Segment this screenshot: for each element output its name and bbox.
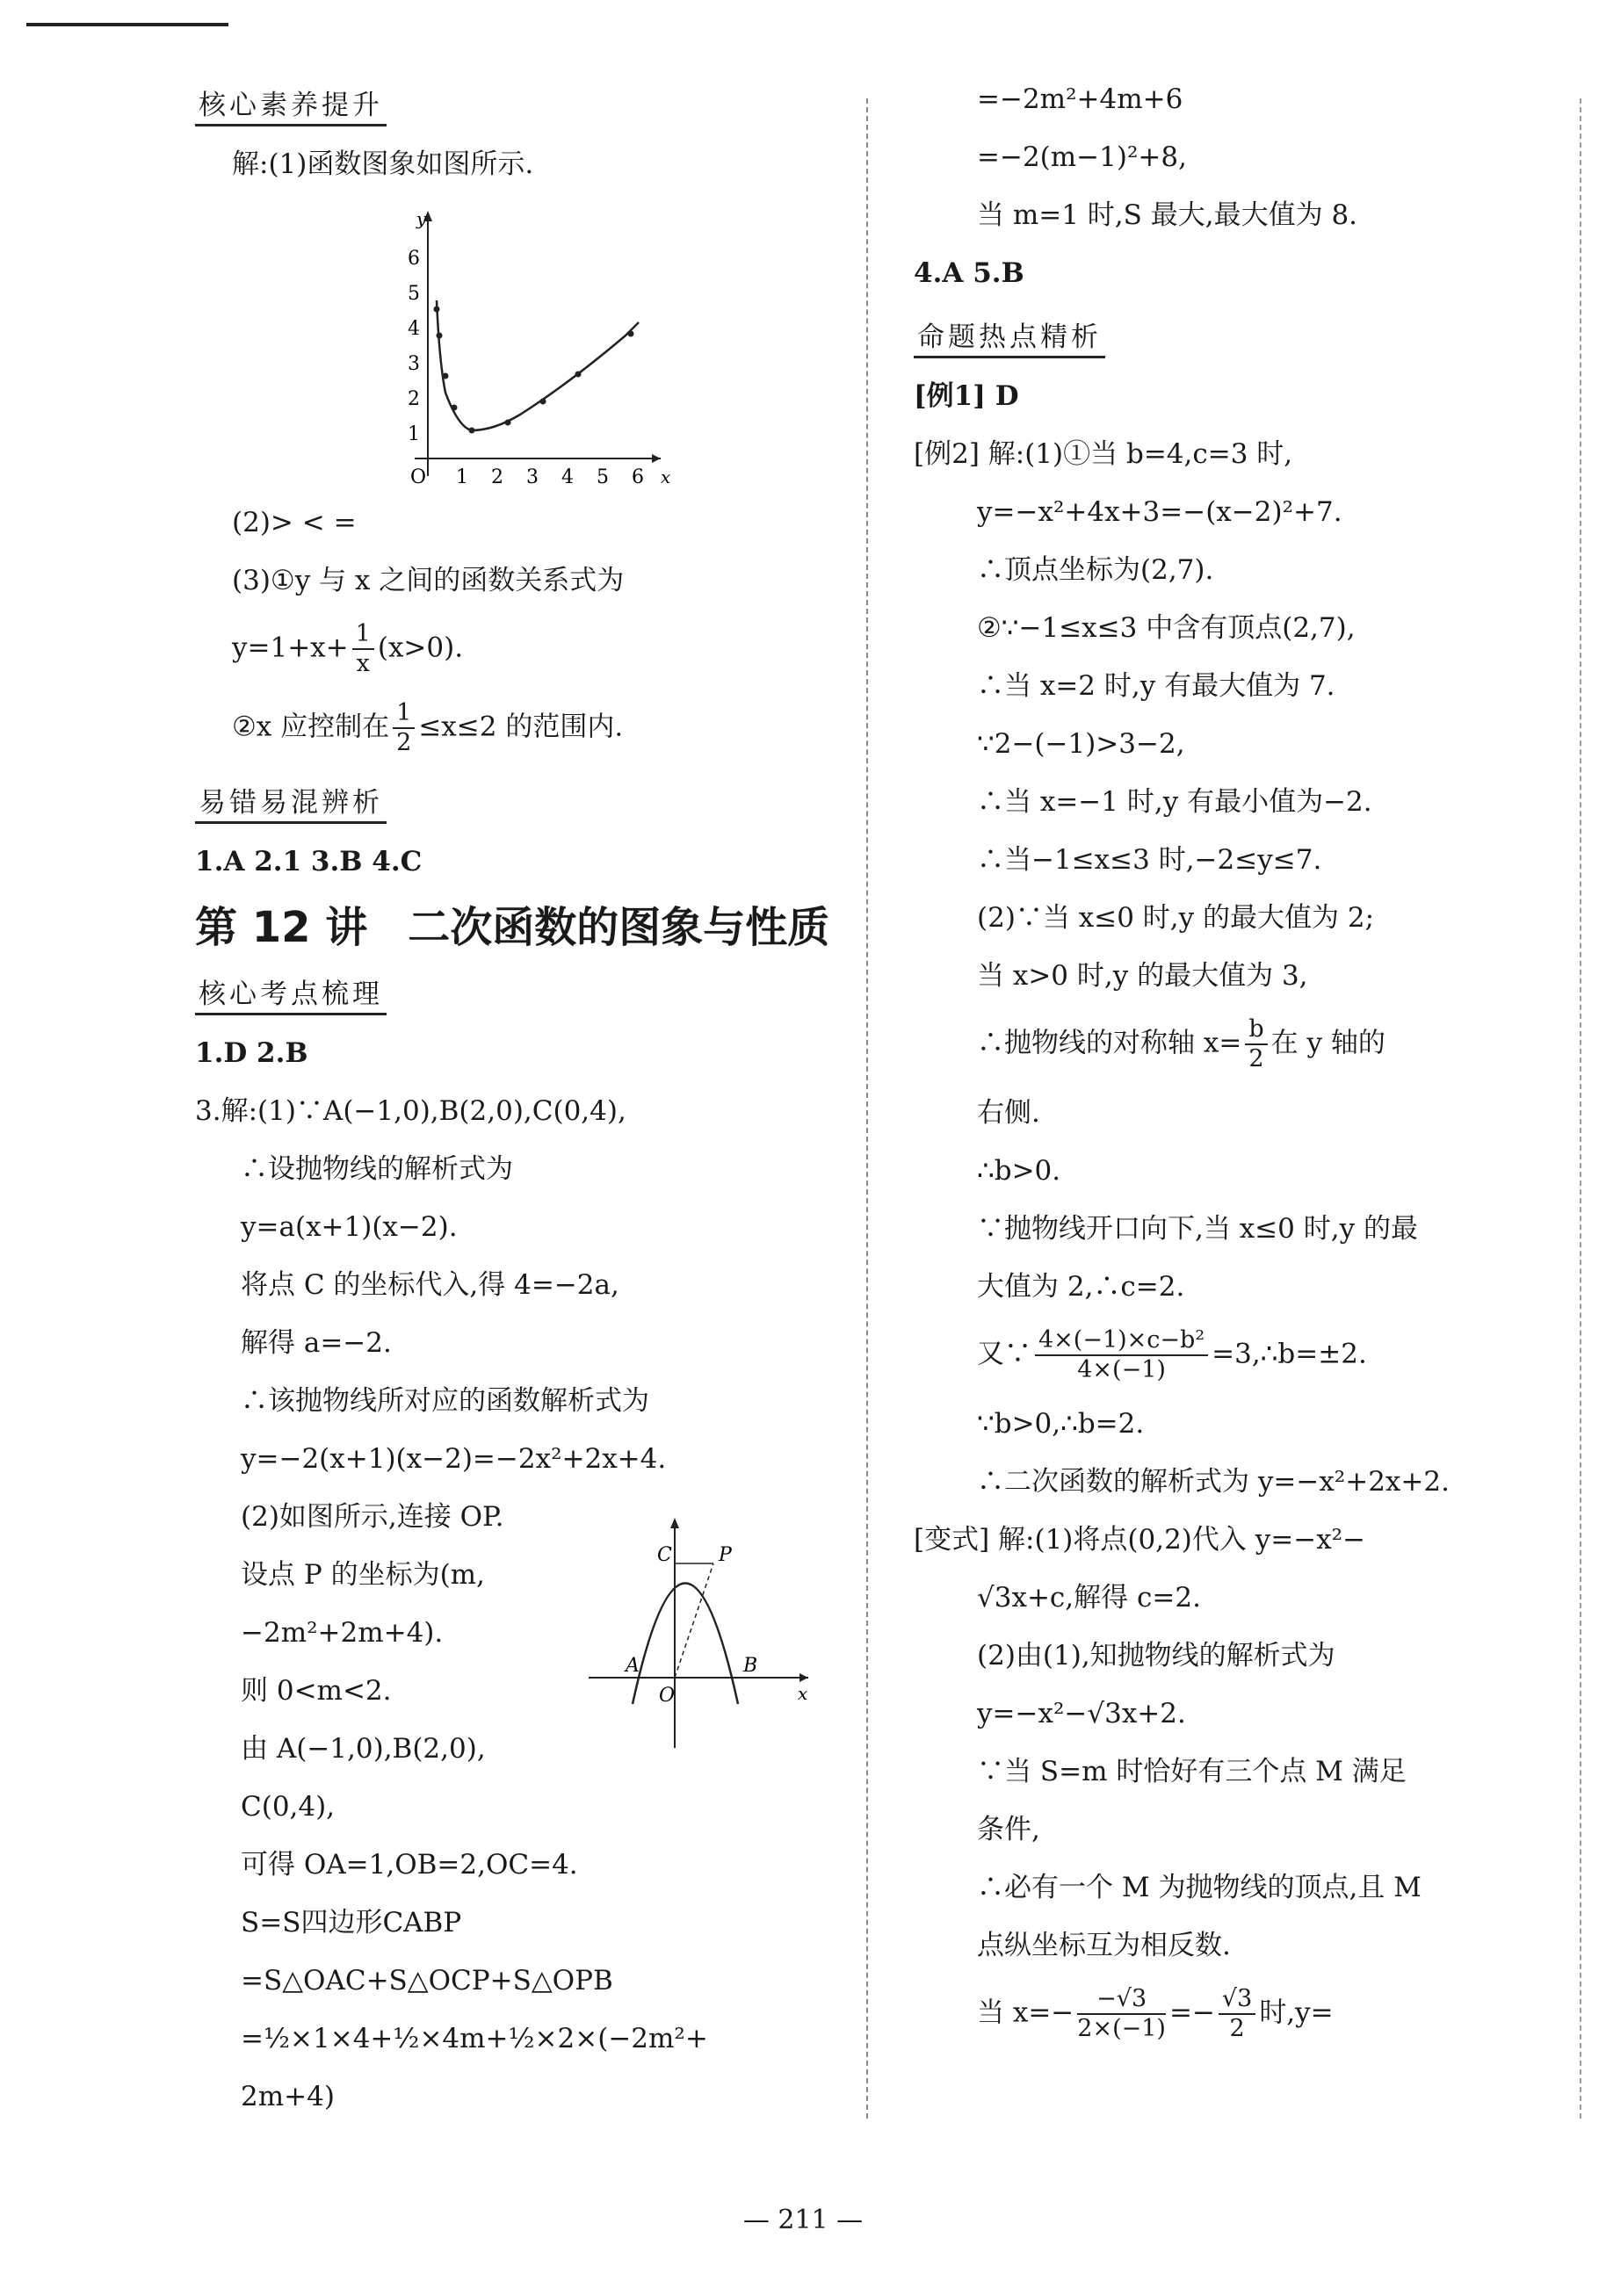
x-axis-label: x	[798, 1683, 808, 1704]
right-column	[914, 81, 1546, 2064]
answer-line: ∴顶点坐标为(2,7).	[977, 554, 1214, 586]
graph-x-label: x	[661, 466, 671, 487]
answer-line: 当 x>0 时,y 的最大值为 3,	[977, 960, 1308, 992]
y-tick-2: 2	[408, 388, 420, 410]
answer-line: ∴该抛物线所对应的函数解析式为	[241, 1385, 649, 1417]
point-b-label: B	[743, 1655, 758, 1677]
answer-line: ②∵−1≤x≤3 中含有顶点(2,7),	[977, 612, 1356, 644]
answer-line: y=a(x+1)(x−2).	[241, 1211, 458, 1243]
y-tick-3: 3	[408, 353, 420, 375]
answer-line: =S△OAC+S△OCP+S△OPB	[241, 1965, 613, 1996]
formula-text: 时,y=	[1259, 1996, 1334, 2029]
answer-line: [变式] 解:(1)将点(0,2)代入 y=−x²−	[914, 1524, 1366, 1556]
right-edge-divider	[1580, 98, 1581, 2119]
answer-line: 将点 C 的坐标代入,得 4=−2a,	[241, 1269, 619, 1301]
fraction-vertex-formula: $\frac{\text{4×(−1)×c−b²}}{4\times(-1)}$	[1035, 1326, 1208, 1384]
answer-line: [例1] D	[914, 380, 1019, 412]
fraction-neg-sqrt3: $\frac{-√3}{2\times(-1)}$	[1077, 1985, 1166, 2042]
formula-text: ≤x≤2 的范围内.	[418, 711, 624, 743]
answer-line: −2m²+2m+4).	[241, 1617, 444, 1649]
answer-line: ∴二次函数的解析式为 y=−x²+2x+2.	[977, 1466, 1450, 1498]
answer-line: (2)由(1),知抛物线的解析式为	[977, 1640, 1335, 1671]
answer-line: 大值为 2,∴c=2.	[977, 1271, 1185, 1303]
origin-label: O	[659, 1685, 676, 1707]
parabola-diagram	[589, 1515, 843, 1752]
formula-line	[914, 1015, 1546, 1073]
answer-line: 由 A(−1,0),B(2,0),	[241, 1733, 486, 1765]
answer-line: S=S四边形CABP	[241, 1907, 462, 1939]
answer-line: 设点 P 的坐标为(m,	[241, 1559, 485, 1591]
function-graph	[362, 204, 678, 494]
formula-text: (x>0).	[377, 632, 464, 664]
answer-line: y=−x²+4x+3=−(x−2)²+7.	[977, 496, 1342, 528]
answer-line: 解得 a=−2.	[241, 1327, 392, 1359]
answer-line: ∴设抛物线的解析式为	[241, 1153, 513, 1185]
answer-line: (2)如图所示,连接 OP.	[241, 1501, 504, 1533]
answer-line: 则 0<m<2.	[241, 1675, 392, 1707]
y-tick-6: 6	[408, 248, 420, 270]
answer-line: =½×1×4+½×4m+½×2×(−2m²+	[241, 2023, 708, 2054]
x-tick-4: 4	[561, 466, 574, 488]
answer-line: (3)①y 与 x 之间的函数关系式为	[232, 565, 625, 596]
answer-line: =−2(m−1)²+8,	[977, 141, 1187, 173]
formula-text: ∴抛物线的对称轴 x=	[977, 1027, 1242, 1059]
answer-line: √3x+c,解得 c=2.	[977, 1582, 1201, 1614]
x-tick-2: 2	[491, 466, 503, 488]
formula-text: ②x 应控制在	[232, 711, 390, 743]
answer-line: ∴b>0.	[977, 1155, 1061, 1187]
formula-text: y=1+x+	[232, 632, 349, 664]
answer-line: ∵抛物线开口向下,当 x≤0 时,y 的最	[977, 1213, 1418, 1245]
formula-text: =3,∴b=±2.	[1212, 1338, 1367, 1370]
point-c-label: C	[657, 1544, 672, 1566]
lecture-number: 第 12 讲	[195, 903, 368, 952]
formula-text: =−	[1168, 1996, 1215, 2029]
section-heading-hot-topics: 命题热点精析	[914, 314, 1105, 358]
answer-line: 当 m=1 时,S 最大,最大值为 8.	[977, 199, 1358, 231]
formula-line	[195, 699, 863, 757]
answer-line: 1.D 2.B	[195, 1037, 308, 1069]
graph-origin-label: O	[410, 466, 427, 488]
answer-line: 3.解:(1)∵A(−1,0),B(2,0),C(0,4),	[195, 1095, 626, 1127]
answer-line: ∵当 S=m 时恰好有三个点 M 满足	[977, 1756, 1407, 1787]
formula-text: 又∵	[977, 1338, 1031, 1370]
point-a-label: A	[626, 1655, 640, 1677]
answer-line: [例2] 解:(1)①当 b=4,c=3 时,	[914, 438, 1293, 470]
section-heading-core-points: 核心考点梳理	[195, 971, 387, 1015]
formula-text: 在 y 轴的	[1270, 1027, 1385, 1059]
answer-line: 条件,	[977, 1814, 1040, 1845]
formula-line	[914, 1985, 1546, 2043]
formula-line	[914, 1326, 1546, 1384]
graph-y-label: y	[416, 208, 427, 229]
answer-line: 2m+4)	[241, 2081, 335, 2112]
answer-line: (2)> < =	[232, 507, 357, 538]
answer-line: =−2m²+4m+6	[977, 83, 1183, 115]
answer-line: (2)∵当 x≤0 时,y 的最大值为 2;	[977, 902, 1375, 934]
answer-line: 点纵坐标互为相反数.	[977, 1930, 1231, 1961]
answer-line: ∵b>0,∴b=2.	[977, 1408, 1145, 1440]
point-p-label: P	[719, 1544, 732, 1566]
answer-line: y=−x²−√3x+2.	[977, 1698, 1186, 1729]
answer-line: ∴必有一个 M 为抛物线的顶点,且 M	[977, 1872, 1422, 1903]
answer-line: C(0,4),	[241, 1791, 336, 1823]
page-number: — 211 —	[742, 2205, 864, 2235]
answer-line: 4.A 5.B	[914, 257, 1024, 289]
top-rule	[26, 23, 228, 26]
fraction-b-over-2: $\frac{b}{2}$	[1245, 1015, 1267, 1073]
section-heading-error-analysis: 易错易混辨析	[195, 780, 387, 824]
fraction-half: $\frac{1}{2}$	[393, 699, 415, 757]
answer-line: ∵2−(−1)>3−2,	[977, 728, 1185, 760]
y-tick-1: 1	[408, 423, 420, 445]
x-tick-5: 5	[597, 466, 609, 488]
answer-line: 右侧.	[977, 1097, 1040, 1129]
y-tick-5: 5	[408, 283, 420, 305]
answer-line: 1.A 2.1 3.B 4.C	[195, 846, 423, 877]
answer-line: ∴当−1≤x≤3 时,−2≤y≤7.	[977, 844, 1322, 876]
x-tick-6: 6	[632, 466, 644, 488]
x-tick-1: 1	[456, 466, 468, 488]
answer-line: y=−2(x+1)(x−2)=−2x²+2x+4.	[241, 1443, 667, 1475]
answer-line: ∴当 x=2 时,y 有最大值为 7.	[977, 670, 1335, 702]
answer-line: 解:(1)函数图象如图所示.	[232, 148, 534, 180]
y-tick-4: 4	[408, 318, 420, 340]
section-heading-core-literacy: 核心素养提升	[195, 83, 387, 126]
lecture-name: 二次函数的图象与性质	[408, 903, 830, 952]
left-column	[195, 81, 863, 2136]
answer-line: ∴当 x=−1 时,y 有最小值为−2.	[977, 786, 1372, 818]
formula-text: 当 x=−	[977, 1996, 1074, 2029]
formula-line	[195, 620, 863, 678]
lecture-title	[195, 901, 863, 954]
x-tick-3: 3	[526, 466, 539, 488]
column-divider	[866, 98, 868, 2119]
fraction-1-over-x: $\frac{1}{x}$	[352, 620, 374, 678]
fraction-sqrt3-over-2: $\frac{√3}{2}$	[1219, 1985, 1255, 2043]
answer-line: 可得 OA=1,OB=2,OC=4.	[241, 1849, 578, 1881]
